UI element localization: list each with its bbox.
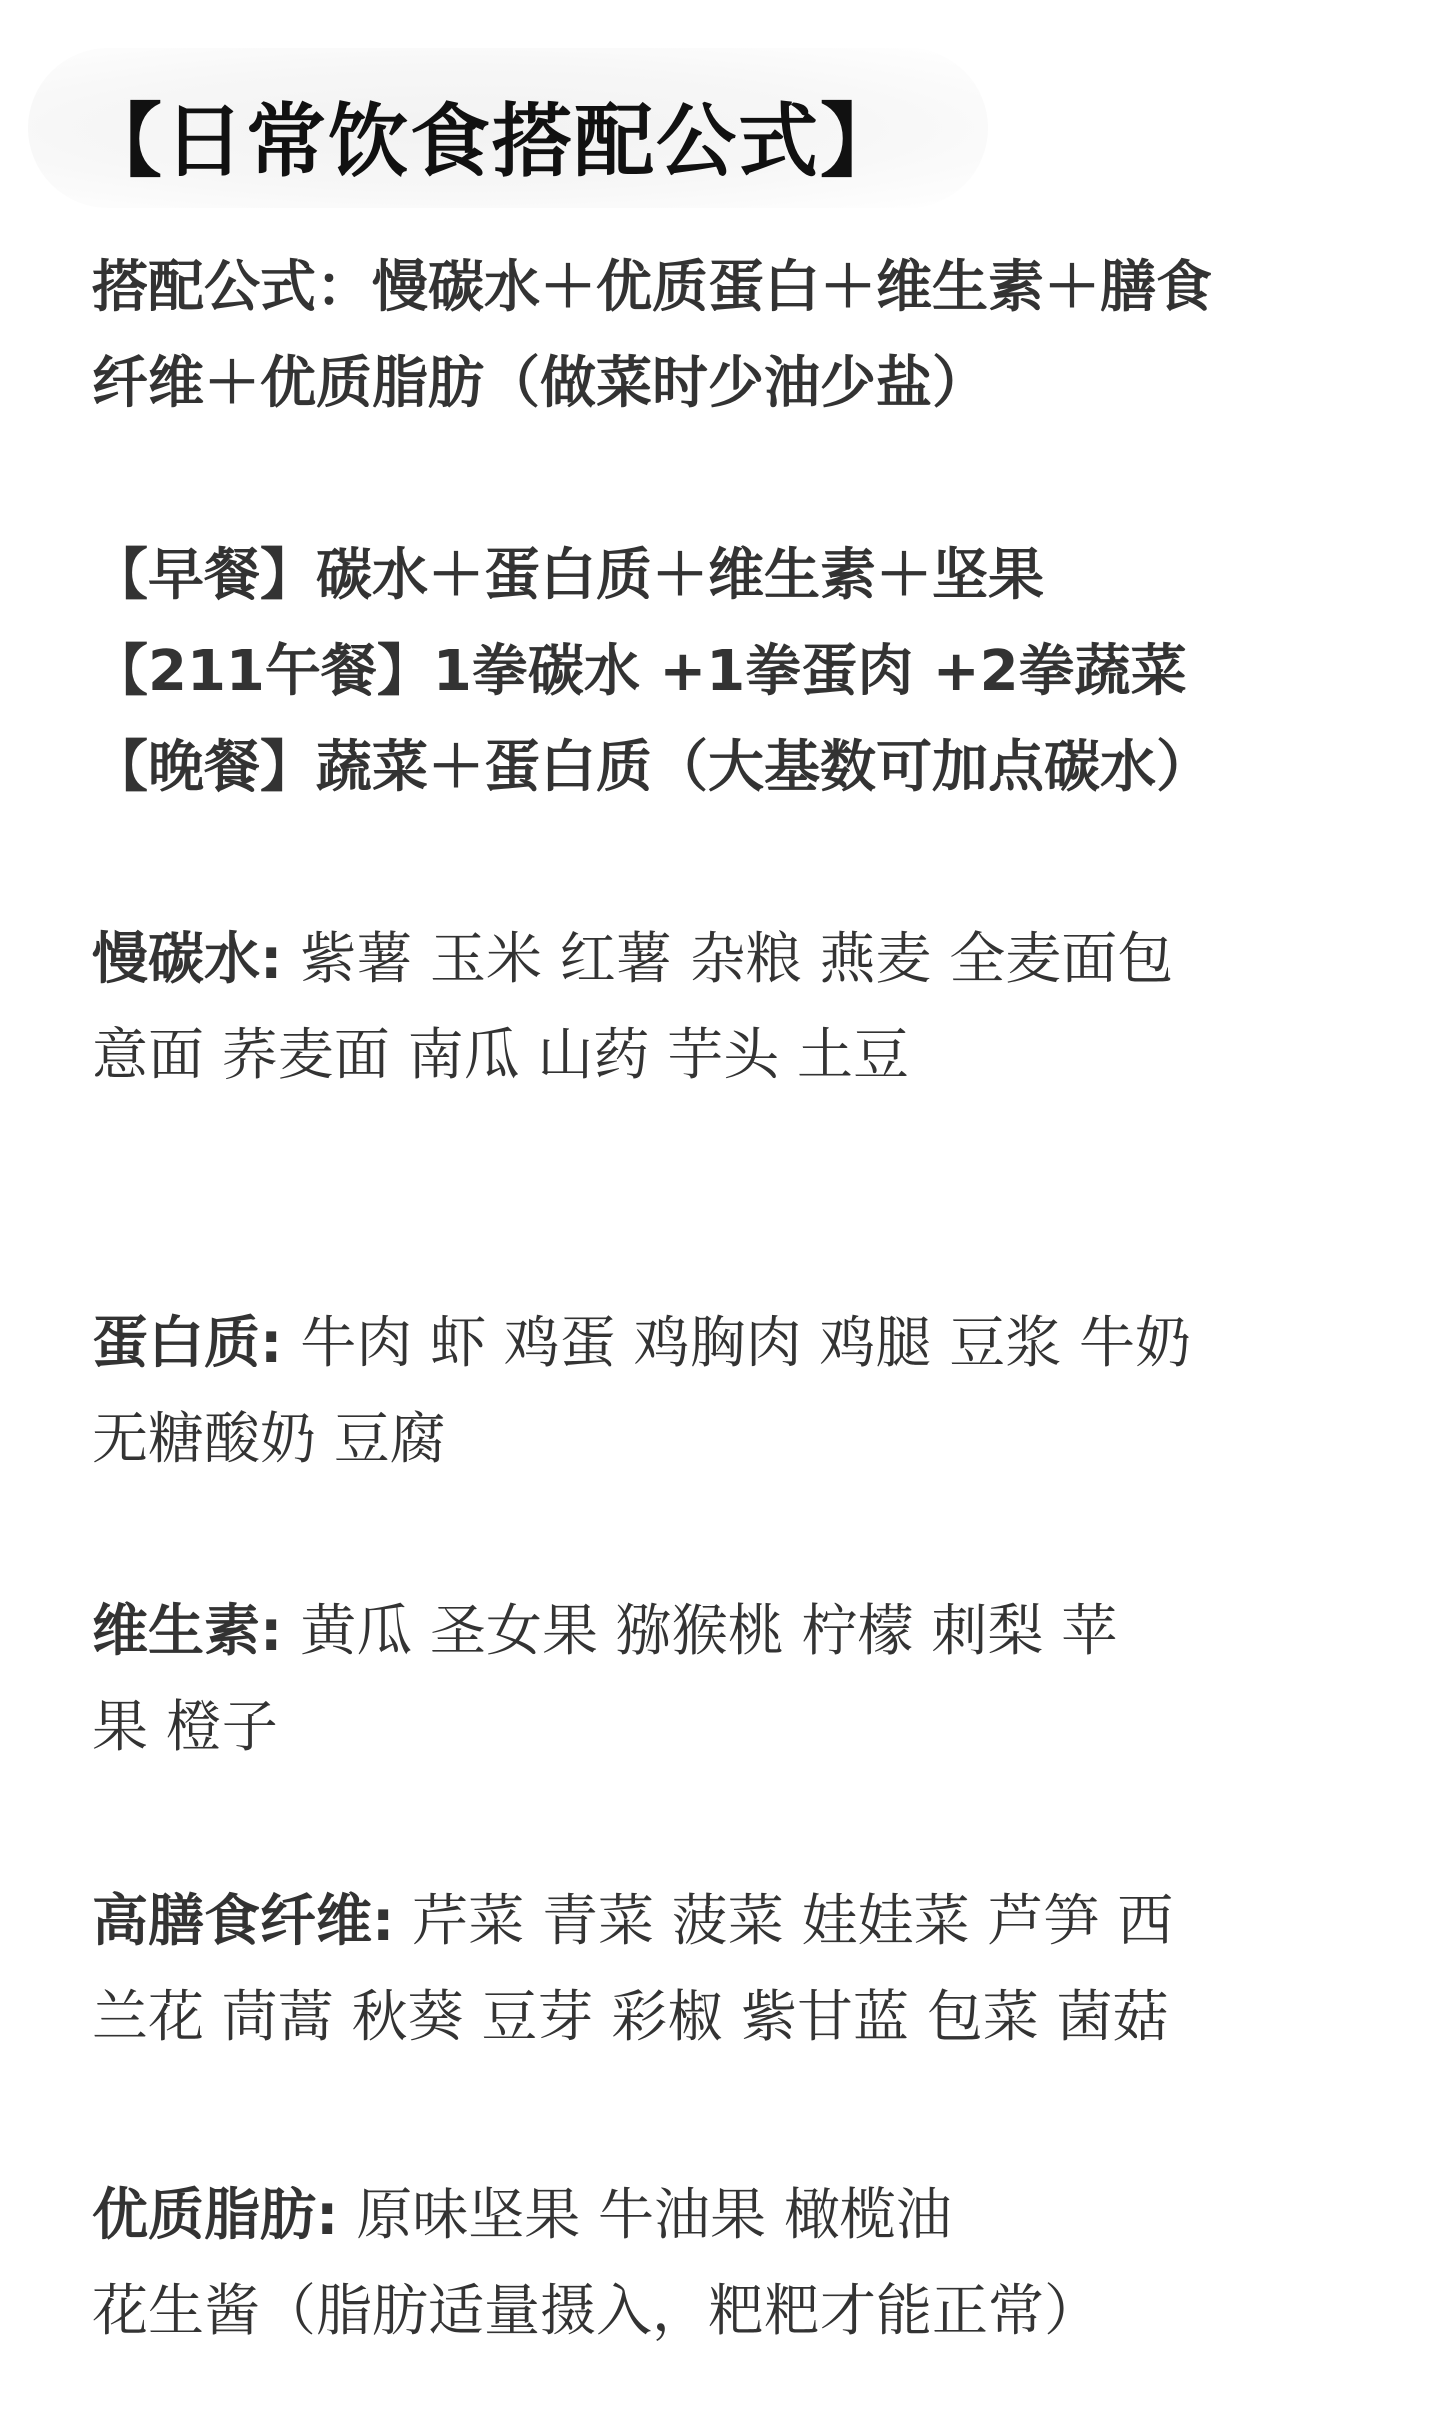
fiber-label: 高膳食纤维: xyxy=(92,1889,395,1954)
vitamins-items-2: 果 橙子 xyxy=(92,1695,278,1760)
formula-block xyxy=(92,240,1212,432)
fiber-items-1: 芹菜 青菜 菠菜 娃娃菜 芦笋 西 xyxy=(394,1889,1174,1954)
vitamins-items-1: 黄瓜 圣女果 猕猴桃 柠檬 刺梨 苹 xyxy=(282,1599,1118,1664)
breakfast-line: 【早餐】碳水＋蛋白质＋维生素＋坚果 xyxy=(92,543,1044,608)
page-title: 【日常饮食搭配公式】 xyxy=(82,95,902,188)
meals-block xyxy=(92,528,1212,816)
fats-section xyxy=(92,2168,1100,2360)
formula-line-2: 纤维＋优质脂肪（做菜时少油少盐） xyxy=(92,351,988,416)
protein-section xyxy=(92,1296,1191,1488)
fiber-items-2: 兰花 茼蒿 秋葵 豆芽 彩椒 紫甘蓝 包菜 菌菇 xyxy=(92,1985,1169,2050)
protein-line-1 xyxy=(92,1296,1191,1392)
fats-label: 优质脂肪: xyxy=(92,2183,339,2248)
dinner-line: 【晚餐】蔬菜＋蛋白质（大基数可加点碳水） xyxy=(92,735,1212,800)
slow-carbs-items-1: 紫薯 玉米 红薯 杂粮 燕麦 全麦面包 xyxy=(282,927,1174,992)
protein-items-1: 牛肉 虾 鸡蛋 鸡胸肉 鸡腿 豆浆 牛奶 xyxy=(282,1311,1192,1376)
protein-label: 蛋白质: xyxy=(92,1311,283,1376)
vitamins-section xyxy=(92,1584,1117,1776)
protein-items-2: 无糖酸奶 豆腐 xyxy=(92,1407,446,1472)
lunch-line: 【211午餐】1拳碳水 +1拳蛋肉 +2拳蔬菜 xyxy=(92,639,1187,704)
fats-line-1 xyxy=(92,2168,1100,2264)
slow-carbs-items-2: 意面 荞麦面 南瓜 山药 芋头 土豆 xyxy=(92,1023,910,1088)
vitamins-label: 维生素: xyxy=(92,1599,283,1664)
slow-carbs-section xyxy=(92,912,1173,1104)
fats-items-1: 原味坚果 牛油果 橄榄油 xyxy=(338,2183,952,2248)
slow-carbs-label: 慢碳水: xyxy=(92,927,283,992)
fiber-section xyxy=(92,1874,1173,2066)
formula-line-1: 搭配公式：慢碳水＋优质蛋白＋维生素＋膳食 xyxy=(92,255,1212,320)
vitamins-line-1 xyxy=(92,1584,1117,1680)
slow-carbs-line-1 xyxy=(92,912,1173,1008)
fats-items-2: 花生酱（脂肪适量摄入，粑粑才能正常） xyxy=(92,2279,1100,2344)
fiber-line-1 xyxy=(92,1874,1173,1970)
